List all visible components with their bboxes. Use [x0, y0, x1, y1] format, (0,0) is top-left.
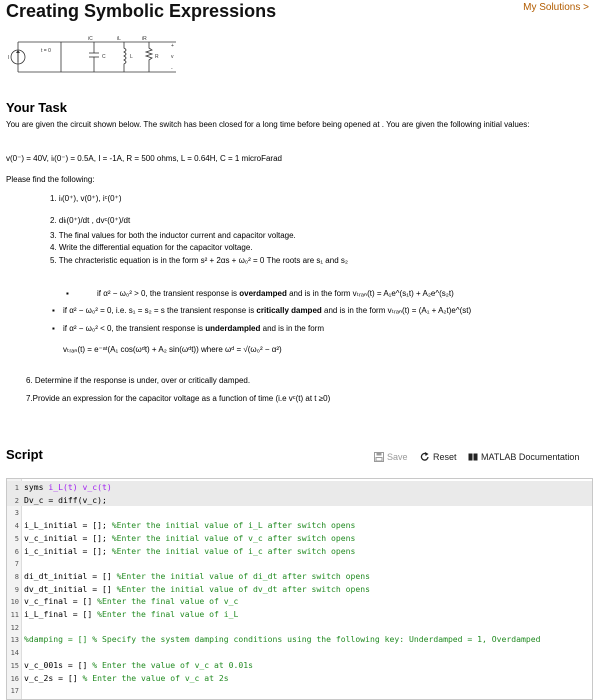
find-label: Please find the following: [6, 175, 95, 184]
task-item-5: 5. The chracteristic equation is in the form s² + 2αs + ω₀² = 0 The roots are s₁ and s₂ [50, 256, 348, 265]
code-text [24, 583, 370, 596]
underdamped-condition: if α² − ω₀² < 0, the transient response is underdampled and is in the form [63, 324, 324, 333]
code-token: Dv_c = diff(v_c); [24, 494, 107, 505]
ir-label: iR [142, 36, 147, 42]
code-token: di_dt_initial = [] [24, 570, 117, 581]
minus-label: - [171, 66, 173, 72]
line-number: 13 [10, 636, 19, 645]
code-comment: % Enter the value of v_c at 2s [82, 672, 229, 683]
code-line[interactable] [7, 633, 592, 646]
reset-label: Reset [433, 452, 457, 462]
line-number: 5 [14, 534, 19, 543]
code-line[interactable] [7, 532, 592, 545]
code-comment: %Enter the initial value of dv_dt after switch opens [116, 583, 370, 594]
reset-icon [420, 452, 430, 462]
code-line[interactable] [7, 506, 592, 519]
code-token: i_L_initial = []; [24, 520, 112, 531]
line-number: 4 [14, 522, 19, 531]
code-token: v_c_001s = [] [24, 659, 93, 670]
line-number: 6 [14, 547, 19, 556]
task-item-4: 4. Write the differential equation for the capacitor voltage. [50, 243, 253, 252]
task-item-2: 2. diₗ(0⁺)/dt , dvᶜ(0⁺)/dt [50, 216, 131, 225]
code-token: v_c_final = [] [24, 596, 98, 607]
code-token: i_c_initial = []; [24, 545, 112, 556]
c-label: C [102, 54, 106, 60]
book-icon [468, 452, 478, 462]
code-line[interactable] [7, 583, 592, 596]
code-line[interactable] [7, 519, 592, 532]
script-heading: Script [6, 447, 43, 462]
line-number: 14 [10, 649, 19, 658]
underdamped-formula: vₜᵣₐₙ(t) = e⁻ᵃᵗ(A₁ cos(ωᵈt) + A₂ sin(ωᵈt)) where ωᵈ = √(ω₀² − α²) [63, 345, 282, 354]
line-number: 16 [10, 674, 19, 683]
code-line[interactable] [7, 494, 592, 507]
code-token: v_c_2s = [] [24, 672, 83, 683]
code-text [24, 633, 541, 646]
line-number: 11 [10, 611, 19, 619]
v-label: v [171, 54, 174, 60]
ic-label: iC [88, 36, 93, 42]
code-text [24, 532, 355, 545]
bullet-dot: ▪ [66, 289, 69, 298]
code-editor[interactable] [6, 478, 593, 700]
task-item-7: 7.Provide an expression for the capacitor voltage as a function of time (i.e vᶜ(t) at t ≥0) [26, 394, 331, 403]
code-comment: %Enter the final value of i_L [97, 609, 239, 619]
task-item-6: 6. Determine if the response is under, over or critically damped. [26, 376, 251, 385]
line-number: 17 [10, 687, 19, 696]
r-label: R [155, 54, 159, 60]
line-number: 15 [10, 661, 19, 670]
code-line[interactable] [7, 481, 592, 494]
code-line[interactable] [7, 621, 592, 634]
my-solutions-link[interactable]: My Solutions > [523, 2, 589, 13]
page-title: Creating Symbolic Expressions [6, 1, 277, 21]
code-comment: %Enter the final value of v_c [97, 596, 239, 607]
code-comment: %Enter the initial value of i_c after switch opens [111, 545, 356, 556]
code-token: i_L_final = [] [24, 609, 98, 619]
code-line[interactable] [7, 557, 592, 570]
code-line[interactable] [7, 608, 592, 621]
line-number: 8 [14, 572, 19, 581]
task-item-3: 3. The final values for both the inductor current and capacitor voltage. [50, 231, 296, 240]
source-label: I [8, 55, 10, 61]
reset-button[interactable] [420, 452, 457, 462]
line-number: 9 [14, 585, 19, 594]
overdamped-condition: if α² − ω₀² > 0, the transient response is overdamped and is in the form vₜᵣₐₙ(t) = A₁e^(s₁t) + A₂e^(s₂t) [97, 289, 454, 298]
code-comment: %Enter the initial value of i_L after switch opens [111, 520, 356, 531]
il-label: iL [117, 36, 121, 42]
code-token: v_c_initial = []; [24, 532, 112, 543]
plus-label: + [171, 43, 174, 49]
code-line[interactable] [7, 595, 592, 608]
line-number: 2 [14, 496, 19, 505]
code-text [24, 494, 107, 507]
task-heading: Your Task [6, 100, 67, 115]
circuit-diagram [6, 34, 181, 78]
line-number: 3 [14, 509, 19, 518]
code-text [24, 481, 112, 494]
task-item-1: 1. iₗ(0⁺), v(0⁺), iᶜ(0⁺) [50, 194, 122, 203]
documentation-label: MATLAB Documentation [481, 452, 580, 462]
code-token: syms [24, 482, 49, 492]
code-text [24, 608, 238, 621]
code-text [24, 570, 370, 583]
critically-damped-condition: if α² − ω₀² = 0, i.e. s₁ = s₂ = s the transient response is critically damped and is in the form vₜᵣₐₙ(t) = (A₁ + A₂t)e^(st) [63, 306, 472, 315]
code-text [24, 519, 355, 532]
line-number: 10 [10, 598, 19, 607]
code-line[interactable] [7, 570, 592, 583]
code-comment: %Enter the initial value of v_c after switch opens [111, 532, 356, 543]
save-label: Save [387, 452, 408, 462]
line-number: 7 [14, 560, 19, 569]
save-button[interactable] [374, 452, 408, 462]
bullet-dot: ▪ [52, 306, 55, 315]
code-text [24, 672, 229, 685]
line-number: 1 [14, 484, 19, 492]
line-number: 12 [10, 623, 19, 632]
save-icon [374, 452, 384, 462]
code-text [24, 545, 355, 558]
code-text [24, 595, 238, 608]
code-line[interactable] [7, 646, 592, 659]
bullet-dot: ▪ [52, 324, 55, 333]
code-line[interactable] [7, 684, 592, 697]
code-text [24, 659, 253, 672]
switch-label: t = 0 [41, 48, 51, 54]
matlab-documentation-button[interactable] [468, 452, 579, 462]
code-comment: %damping = [] % Specify the system damping conditions using the following key: Underdamped = 1, Overdamped [24, 634, 541, 645]
code-line[interactable] [7, 672, 592, 685]
code-line[interactable] [7, 545, 592, 558]
code-comment: % Enter the value of v_c at 0.01s [92, 659, 254, 670]
code-comment: %Enter the initial value of di_dt after switch opens [116, 570, 370, 581]
code-symbol-token: i_L(t) v_c(t) [48, 482, 112, 492]
code-line[interactable] [7, 659, 592, 672]
l-label: L [130, 54, 133, 60]
code-token: dv_dt_initial = [] [24, 583, 117, 594]
task-intro: You are given the circuit shown below. The switch has been closed for a long time before being opened at . You are given the following initial values: [6, 120, 530, 129]
given-values: v(0⁻) = 40V, iₗ(0⁻) = 0.5A, I = -1A, R = 500 ohms, L = 0.64H, C = 1 microFarad [6, 154, 282, 163]
